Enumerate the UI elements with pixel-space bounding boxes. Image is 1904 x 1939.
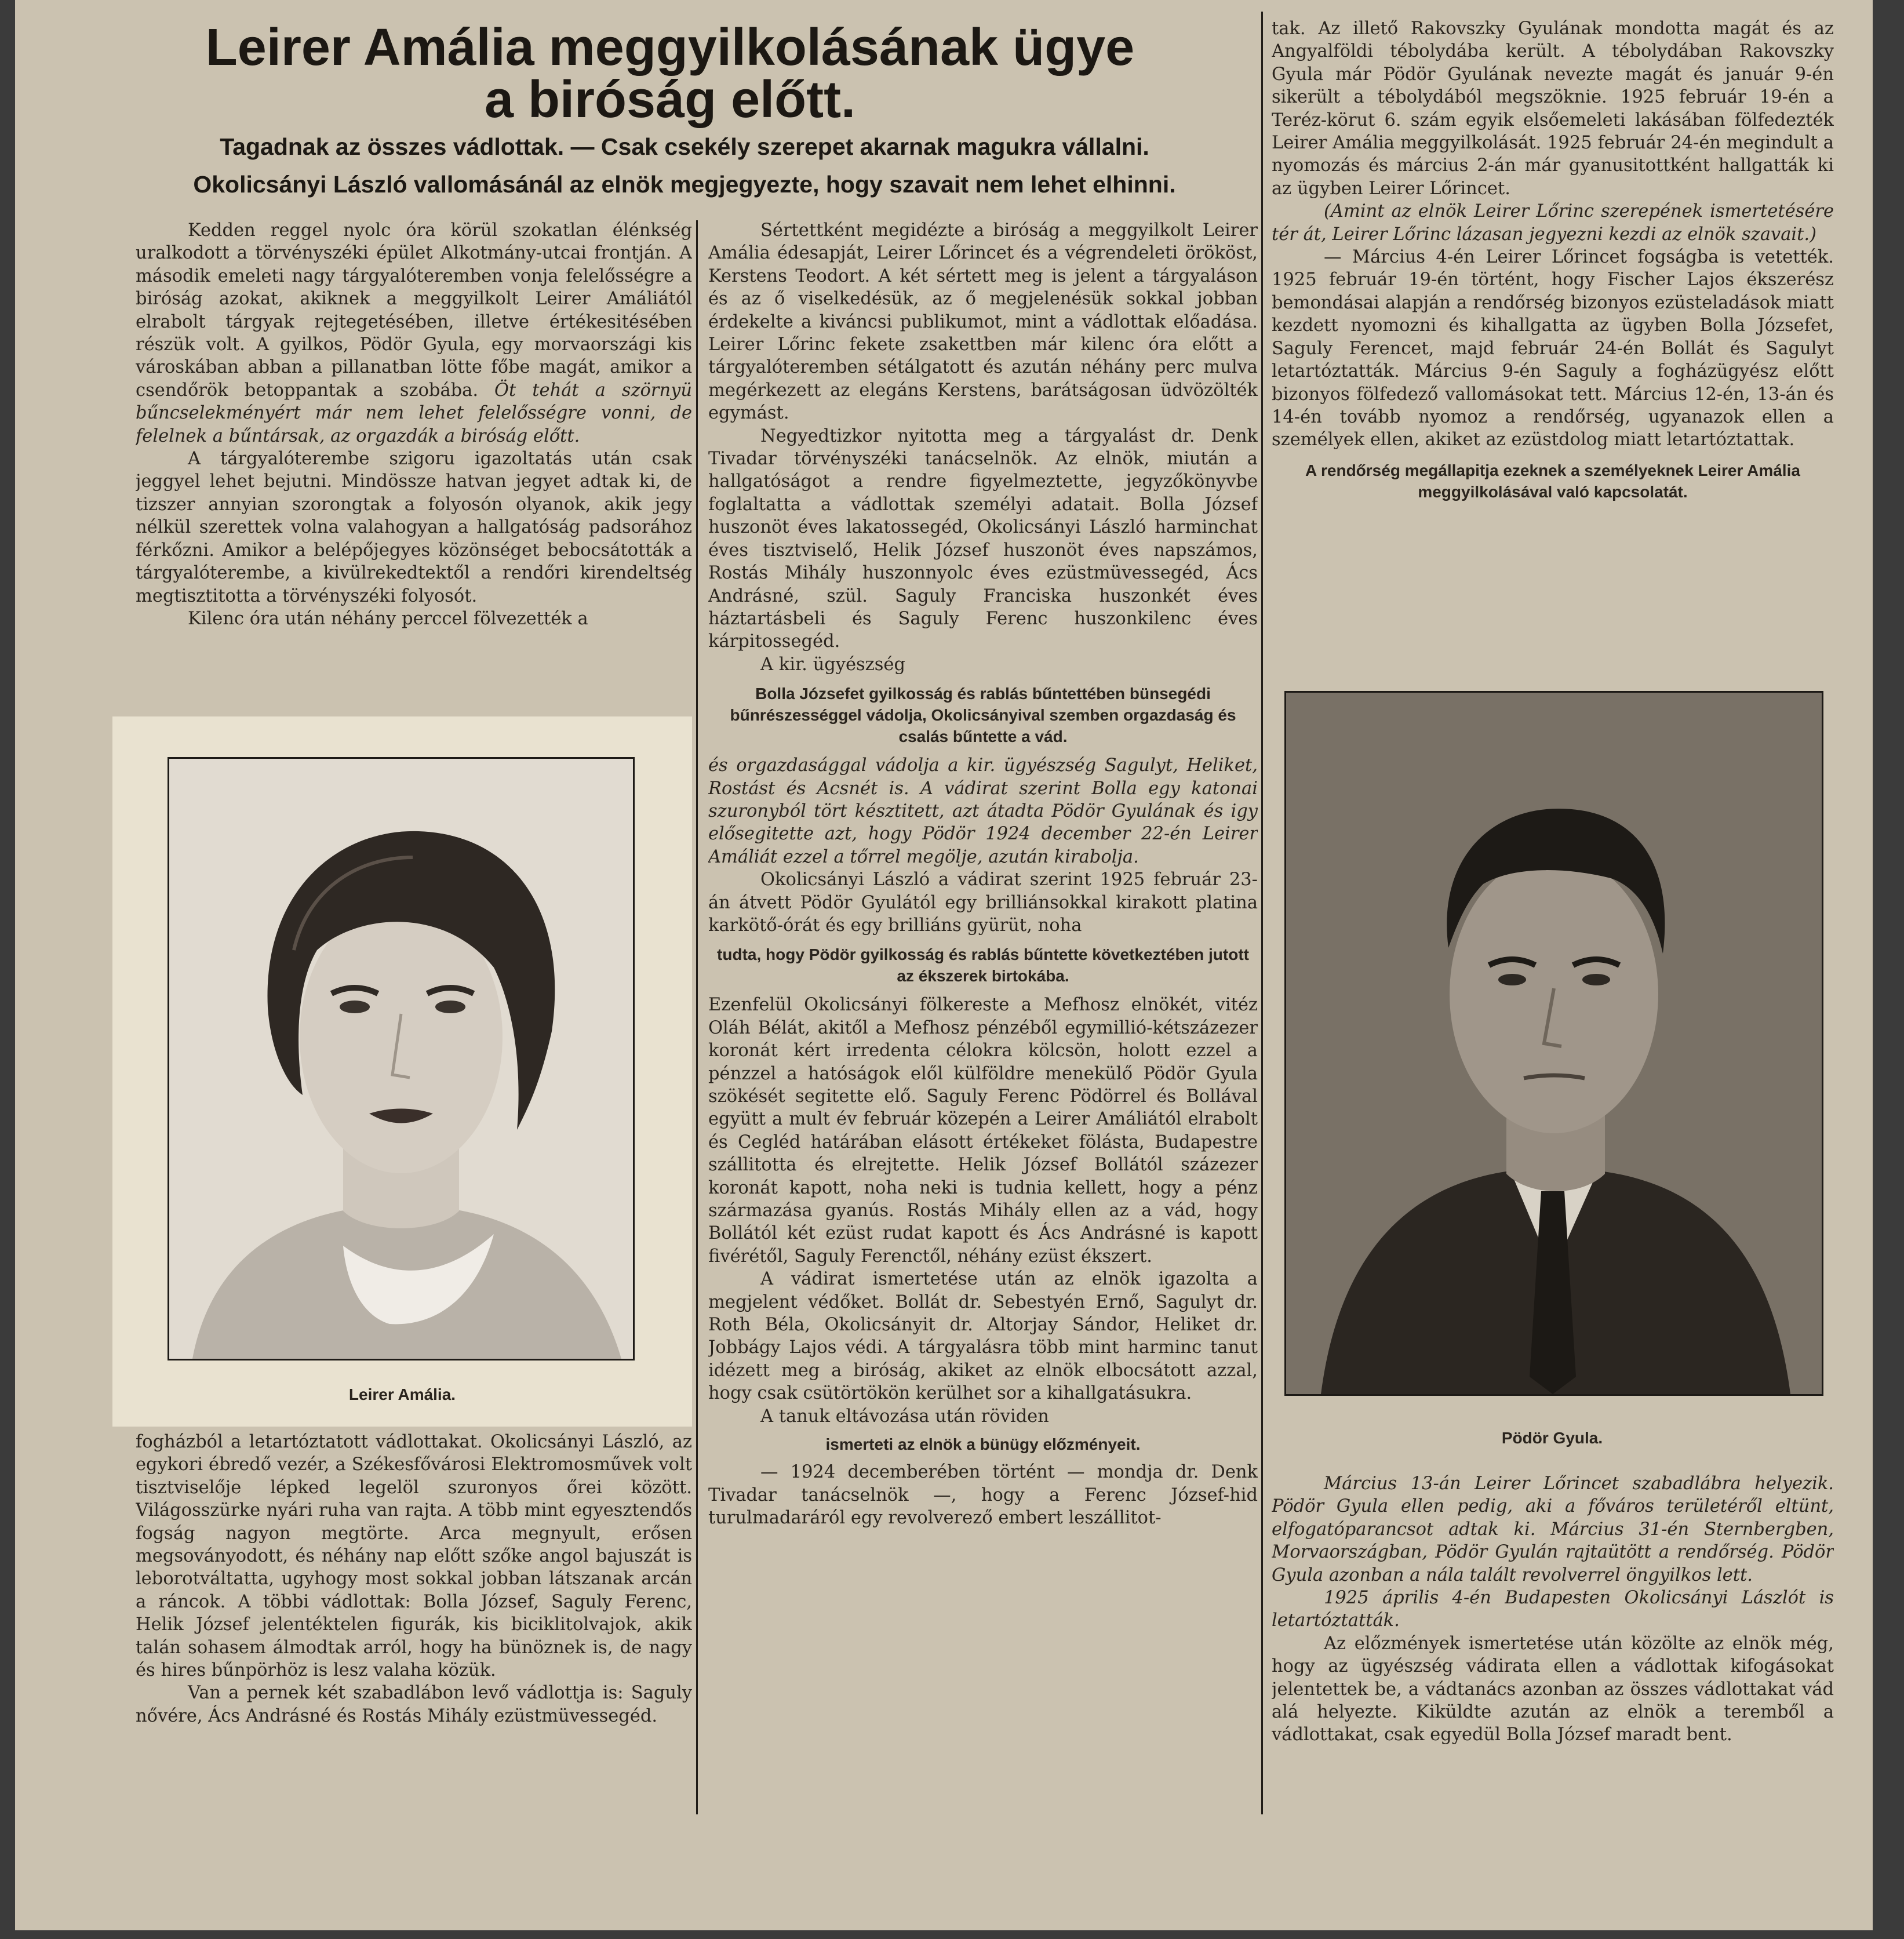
paragraph: Március 13-án Leirer Lőrincet szabadlábra helyezik. Pödör Gyula ellen pedig, aki a főváros területéről eltünt, elfogatóparancsot adtak ki. Március 31-én Sternbergben, Morvaországban, Pödör Gyulán rajtaütött a rendőrség. Pödör Gyula azonban a nála talált revolverrel öngyilkos lett.: [1272, 1474, 1834, 1585]
subheadline-line-1: Tagadnak az összes vádlottak. — Csak csekély szerepet akarnak magukra vállalni.: [220, 133, 1149, 160]
paragraph: A tárgyalóterembe szigoru igazoltatás után csak jeggyel lehet bejutni. Mindössze hatvan jegyet adtak ki, de tizszer annyian szorongtak a folyosón olyanok, akik jegy nélkül szerettek volna valahogyan a hallgatóság padsorához férkőzni. Amikor a belépőjegyes közönséget bebocsátották a tárgyalóterembe, a kivülrekedtektől a rendőri kirendeltség megtisztitotta a törvényszéki folyosót.: [136, 449, 692, 606]
subheadline-line-2: Okolicsányi László vallomásánál az elnök megjegyezte, hogy szavait nem lehet elhinni.: [193, 171, 1176, 198]
paragraph: Ezenfelül Okolicsányi fölkereste a Mefhosz elnökét, vitéz Oláh Bélát, akitől a Mefhosz pénzéből egymillió-kétszázezer koronát kért irredenta célokra kölcsön, holott ezzel a pénzzel a hatóságok elől külföldre menekülő Pödör Gyula szökését segitette elő. Saguly Ferenc Pödörrel és Bollával együtt a mult év február közepén a Leirer Amáliától elrabolt és Cegléd határában elásott értékeket fölásta, Budapestre szállitotta és elrejtette. Helik József Bollától százezer koronát kapott, noha neki is tudnia kellett, hogy a pénz származása gyanús. Rostás Mihály ellen az a vád, hogy Bollától két ezüst rudat kapott és Ács Andrásné is kapott fivérétől, Saguly Ferenctől, néhány ezüst ékszert.: [708, 995, 1258, 1267]
bold-subhead: Bolla Józsefet gyilkosság és rablás bűntettében bünsegédi bűnrészességgel vádolja, Okolicsányival szemben orgazdaság és csalás bűntette a vád.: [730, 685, 1236, 746]
paragraph: — 1924 decemberében történt — mondja dr. Denk Tivadar tanácselnök —, hogy a Ferenc József-hid turulmadaráról egy revolverező embert leszállitot-: [708, 1462, 1258, 1528]
portrait-frame: [168, 757, 635, 1360]
paragraph: A kir. ügyészség: [760, 654, 905, 675]
paragraph: A vádirat ismertetése után az elnök igazolta a megjelent védőket. Bollát dr. Sebestyén Ernő, Sagulyt dr. Roth Béla, Okolicsányit dr. Altorjay Sándor, Heliket dr. Jobbágy Lajos védi. A tárgyalásra több mint harminc tanut idézett meg a biróság, akiket az elnök elbocsátott azzal, hogy csak csütörtökön kerülhet sor a kihallgatásukra.: [708, 1269, 1258, 1404]
column-3-upper: [1272, 17, 1834, 638]
newspaper-page: [15, 0, 1873, 1930]
paragraph: Az előzmények ismertetése után közölte az elnök még, hogy az ügyészség vádirata ellen a vádlottak kifogásokat jelentettek be, a vádtanács azonban az összes vádlottakat vád alá helyezte. Kiküldte azután az elnök a teremből a vádlottakat, csak egyedül Bolla József maradt bent.: [1272, 1633, 1834, 1745]
paragraph: Negyedtizkor nyitotta meg a tárgyalást dr. Denk Tivadar törvényszéki tanácselnök. Az elnök, miután a hallgatóságot a rendre figyelmeztette, jegyzőkönyvbe foglaltatta a vádlottak személyi adatait. Bolla József huszonöt éves lakatossegéd, Okolicsányi László harminchat éves tisztviselő, Helik József huszonöt éves napszámos, Rostás Mihály huszonnyolc éves ezüstmüvessegéd, Ács Andrásné, szül. Saguly Franciska huszonkét éves háztartásbeli és Saguly Ferenc huszonkilenc éves kárpitossegéd.: [708, 425, 1258, 652]
headline-line-1: Leirer Amália meggyilkolásának ügye: [205, 19, 1135, 77]
bold-subhead: A rendőrség megállapitja ezeknek a személyeknek Leirer Amália meggyilkolásával való kapcsolatát.: [1305, 461, 1800, 501]
paragraph: Van a pernek két szabadlábon levő vádlottja is: Saguly nővére, Ács Andrásné és Rostás Mihály ezüstmüvessegéd.: [136, 1683, 692, 1726]
paragraph: (Amint az elnök Leirer Lőrinc szerepének ismertetésére tér át, Leirer Lőrinc lázasan jegyezni kezdi az elnök szavait.): [1272, 201, 1834, 245]
paragraph: fogházból a letartóztatott vádlottakat. Okolicsányi László, az egykori ébredő vezér, a Székesfővárosi Elektromosművek volt tisztviselője lépked legelöl szuronyos őrei között. Világosszürke nyári ruha van rajta. A több mint egyesztendős fogság nagyon megtörte. Arca megnyult, erősen megsoványodott, és néhány nap előtt szőke angol bajuszát is leborotváltatta, ugyhogy most sokkal jobban látszanak arcán a ráncok. A többi vádlottak: Bolla József, Saguly Ferenc, Helik József jelentéktelen figurák, kis biciklitolvajok, akik talán sohasem álmodtak arról, hogy ha bünöznek is, de nagy és hires bűnpörhöz is lesz valaha közük.: [136, 1432, 692, 1681]
paragraph: Okolicsányi László a vádirat szerint 1925 február 23-án átvett Pödör Gyulától egy brilliánsokkal kirakott platina karkötő-órát és egy brilliáns gyürüt, noha: [708, 870, 1258, 936]
headline-line-2: a biróság előtt.: [484, 71, 856, 129]
portrait-woman-image: [169, 759, 633, 1359]
column-2: [708, 219, 1258, 1813]
photo-caption-right: Pödör Gyula.: [1501, 1429, 1603, 1447]
paragraph: Sértettként megidézte a biróság a meggyilkolt Leirer Amália édesapját, Leirer Lőrincet és a végrendeleti örököst, Kerstens Teodort. A két sértett meg is jelent a tárgyaláson és az ő viselkedésük, az ő megjelenésük sokkal jobban érdekelte a kiváncsi publikumot, mint a vádlottak előadása. Leirer Lőrinc fekete zsakettben már kilenc óra előtt a tárgyalóteremben sétálgatott és azután néhány perc mulva megérkezett az elegáns Kerstens, barátságosan üdvözölték egymást.: [708, 220, 1258, 424]
column-1-lower: [136, 1431, 692, 1813]
photo-podor-gyula: [1284, 691, 1823, 1396]
column-divider-right: [1261, 12, 1263, 1814]
column-3-lower: [1272, 1472, 1834, 1814]
photo-caption-left: Leirer Amália.: [348, 1385, 456, 1403]
paragraph: és orgazdasággal vádolja a kir. ügyészség Sagulyt, Heliket, Rostást és Acsnét is. A vádirat szerint Bolla egy katonai szuronyból tört késztitett, azt átadta Pödör Gyulának és igy elősegitette azt, hogy Pödör 1924 december 22-én Leirer Amáliát ezzel a tőrrel megölje, azután kirabolja.: [708, 755, 1258, 867]
photo-leirer-amalia: [112, 716, 692, 1427]
bold-subhead: tudta, hogy Pödör gyilkosság és rablás bűntette következtében jutott az ékszerek birtokába.: [717, 945, 1249, 985]
portrait-man-image: [1286, 693, 1822, 1394]
column-1-upper: [136, 219, 692, 705]
paragraph: — Március 4-én Leirer Lőrincet fogságba is vetették. 1925 február 19-én történt, hogy Fischer Lajos ékszerész bemondásai alapján a rendőrség bizonyos ezüsteladások miatt kezdett nyomozni és kihallgatta az ügyben Bolla Józsefet, Saguly Ferencet, majd február 24-én Bollát és Sagulyt letartóztatták. Március 9-én Saguly a fogházügyész előtt bizonyos fölfedező vallomásokat tett. Március 12-én, 13-án és 14-én tovább nyomoz a rendőrség, ugyanazok ellen a személyek ellen, akiket az ezüstdolog miatt letartóztattak.: [1272, 247, 1834, 450]
paragraph: Kedden reggel nyolc óra körül szokatlan élénkség uralkodott a törvényszéki épület Alkotmány-utcai frontján. A második emeleti nagy tárgyalóteremben vonja felelősségre a biróság azokat, akiknek a meggyilkolt Leirer Amáliától elrabolt tárgyak rejtegetésében, illetve értékesitésében részük volt. A gyilkos, Pödör Gyula, egy morvaországi kis városkában abban a pillanatban lötte főbe magát, amikor a csendőrök betoppantak a szobába. Öt tehát a szörnyü bűncselekményért már nem lehet felelősségre vonni, de felelnek a bűntársak, az orgazdák a biróság előtt.: [136, 220, 692, 446]
column-divider-left: [696, 220, 698, 1814]
bold-subhead: ismerteti az elnök a bünügy előzményeit.: [825, 1435, 1141, 1454]
paragraph: 1925 április 4-én Budapesten Okolicsányi Lászlót is letartóztatták.: [1272, 1588, 1834, 1631]
paragraph: tak. Az illető Rakovszky Gyulának mondotta magát és az Angyalföldi tébolydába került. A tébolydában Rakovszky Gyula már Pödör Gyulának nevezte magát és január 9-én sikerült a tébolydából megszöknie. 1925 február 19-én a Teréz-körut 6. szám egyik elsőemeleti lakásában fölfedezték Leirer Amália meggyilkolását. 1925 február 24-én megindult a nyomozás és március 2-án már gyanusitottként hallgatták ki az ügyben Leirer Lőrincet.: [1272, 19, 1834, 199]
paragraph: A tanuk eltávozása után röviden: [760, 1406, 1049, 1427]
paragraph: Kilenc óra után néhány perccel fölvezették a: [188, 608, 588, 629]
